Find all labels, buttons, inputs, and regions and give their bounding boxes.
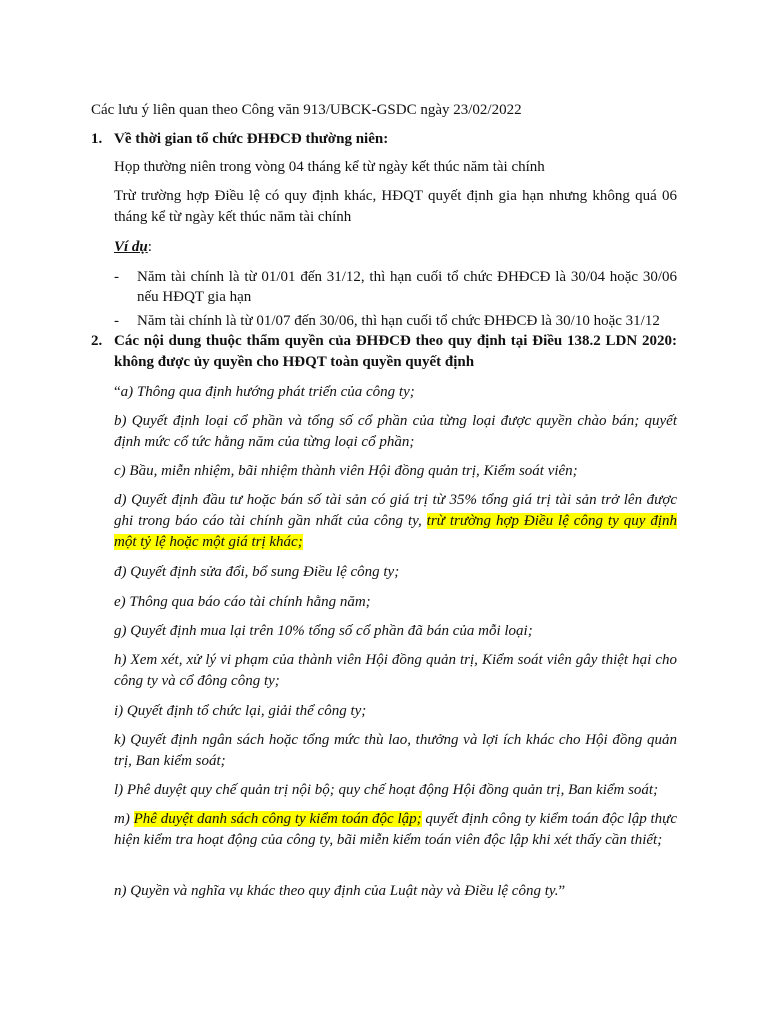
section-1-title: Về thời gian tổ chức ĐHĐCĐ thường niên: bbox=[114, 131, 389, 147]
item-m-prefix: m) bbox=[114, 811, 134, 827]
example-label: Ví dụ bbox=[114, 239, 148, 255]
section-1-para-2: Trừ trường hợp Điều lệ có quy định khác, HĐQT quyết định gia hạn nhưng không quá 06 tháng kể từ ngày kết thúc năm tài chính bbox=[114, 188, 677, 225]
section-2-title: Các nội dung thuộc thẩm quyền của ĐHĐCĐ theo quy định tại Điều 138.2 LDN 2020: không được ủy quyền cho HĐQT toàn quyền quyết định bbox=[114, 333, 677, 370]
item-d-highlight: trừ trường hợp Điều lệ công ty quy định một tỷ lệ hoặc một giá trị khác; bbox=[114, 513, 677, 550]
bullet-dash: - bbox=[114, 269, 119, 285]
section-1-para-1: Họp thường niên trong vòng 04 tháng kể từ ngày kết thúc năm tài chính bbox=[114, 159, 545, 175]
item-d bbox=[114, 490, 677, 553]
item-d-text: d) Quyết định đầu tư hoặc bán số tài sản có giá trị từ 35% tổng giá trị tài sản trở lên được ghi trong báo cáo tài chính gần nhất của công ty, bbox=[114, 492, 677, 529]
item-a bbox=[114, 382, 677, 403]
example-colon: : bbox=[147, 239, 152, 255]
item-n bbox=[114, 881, 677, 902]
opening-quote: “ bbox=[114, 384, 121, 400]
item-m-text: quyết định công ty kiểm toán độc lập thực hiện kiểm tra hoạt động của công ty, bãi miễn kiểm toán viên độc lập khi xét thấy cần thiết; bbox=[114, 811, 678, 848]
section-1-number: 1. bbox=[91, 131, 103, 147]
item-i: i) Quyết định tổ chức lại, giải thể công ty; bbox=[114, 703, 367, 719]
item-m bbox=[114, 809, 677, 851]
bullet-dash: - bbox=[114, 313, 119, 329]
item-l: l) Phê duyệt quy chế quản trị nội bộ; quy chế hoạt động Hội đồng quản trị, Ban kiểm soát; bbox=[114, 782, 659, 798]
item-h: h) Xem xét, xử lý vi phạm của thành viên Hội đồng quản trị, Kiểm soát viên gây thiệt hại cho công ty và cổ đông công ty; bbox=[114, 652, 677, 689]
closing-quote: ” bbox=[558, 883, 566, 899]
example-bullet-text-1: Năm tài chính là từ 01/01 đến 31/12, thì hạn cuối tổ chức ĐHĐCĐ là 30/04 hoặc 30/06 nếu HĐQT gia hạn bbox=[137, 269, 677, 305]
section-2-number: 2. bbox=[91, 333, 103, 349]
item-dd: đ) Quyết định sửa đổi, bổ sung Điều lệ công ty; bbox=[114, 564, 400, 580]
item-n-text: n) Quyền và nghĩa vụ khác theo quy định của Luật này và Điều lệ công ty. bbox=[114, 883, 559, 899]
item-m-highlight: Phê duyệt danh sách công ty kiểm toán độc lập; bbox=[133, 811, 422, 827]
item-k: k) Quyết định ngân sách hoặc tổng mức thù lao, thưởng và lợi ích khác cho Hội đồng quản trị, Ban kiểm soát; bbox=[114, 732, 677, 769]
example-bullet-text-2: Năm tài chính là từ 01/07 đến 30/06, thì hạn cuối tổ chức ĐHĐCĐ là 30/10 hoặc 31/12 bbox=[137, 313, 660, 329]
example-label-line bbox=[114, 237, 677, 258]
intro-line: Các lưu ý liên quan theo Công văn 913/UBCK-GSDC ngày 23/02/2022 bbox=[91, 102, 522, 118]
item-b: b) Quyết định loại cổ phần và tổng số cổ phần của từng loại được quyền chào bán; quyết định mức cổ tức hằng năm của từng loại cổ phần; bbox=[114, 413, 677, 450]
item-e: e) Thông qua báo cáo tài chính hằng năm; bbox=[114, 594, 371, 610]
item-a-text: a) Thông qua định hướng phát triển của công ty; bbox=[120, 384, 415, 400]
item-g: g) Quyết định mua lại trên 10% tổng số cổ phần đã bán của mỗi loại; bbox=[114, 623, 533, 639]
item-c: c) Bầu, miễn nhiệm, bãi nhiệm thành viên Hội đồng quản trị, Kiểm soát viên; bbox=[114, 463, 578, 479]
